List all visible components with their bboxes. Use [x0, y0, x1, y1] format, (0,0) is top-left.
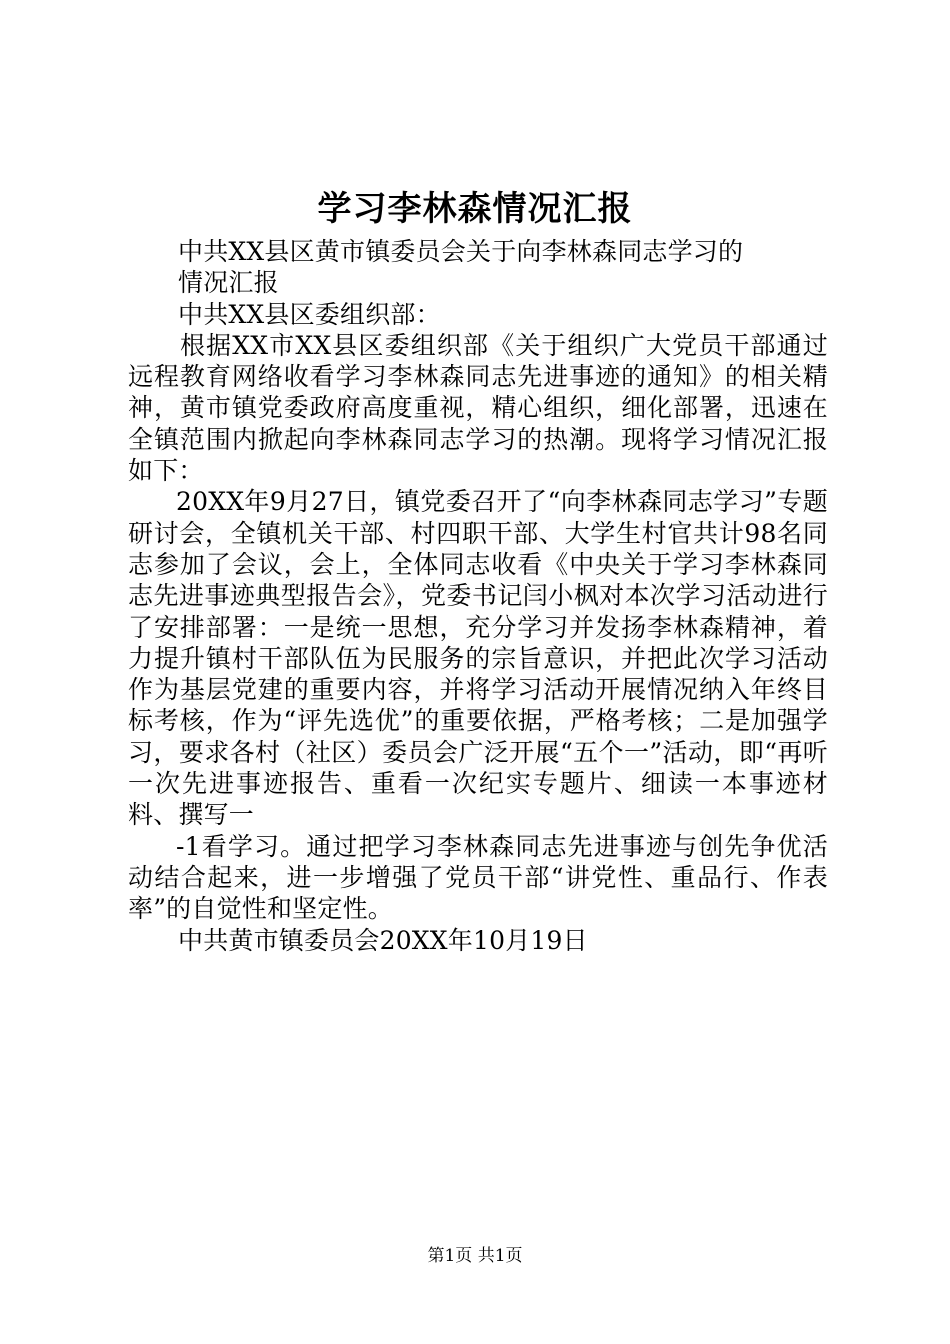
recipient-line: 中共XX县区委组织部： — [178, 299, 441, 329]
paragraph-2: 20XX年9月27日，镇党委召开了“向李林森同志学习”专题研讨会，全镇机关干部、村四职干部、大学生村官共计98名同志参加了会议，会上，全体同志收看《中央关于学习李林森同志先进事迹典型报告会》，党委书记闫小枫对本次学习活动进行了安排部署：一是统一思想，充分学习并发扬李林森精神，着力提升镇村干部队伍为民服务的宗旨意识，并把此次学习活动作为基层党建的重要内容，并将学习活动开展情况纳入年终目标考核，作为“评先选优”的重要依据，严格考核；二是加强学习，要求各村（社区）委员会广泛开展“五个一”活动，即“再听一次先进事迹报告、重看一次纪实专题片、细读一本事迹材料、撰写一 — [128, 487, 828, 830]
subheading-line-2: 情况汇报 — [178, 268, 279, 298]
paragraph-1: 根据XX市XX县区委组织部《关于组织广大党员干部通过远程教育网络收看学习李林森同志先进事迹的通知》的相关精神，黄市镇党委政府高度重视，精心组织，细化部署，迅速在全镇范围内掀起向李林森同志学习的热潮。现将学习情况汇报如下： — [128, 330, 828, 486]
subheading-line-1: 中共XX县区黄市镇委员会关于向李林森同志学习的 — [178, 237, 744, 266]
page-number-footer: 第1页 共1页 — [427, 1246, 523, 1266]
paragraph-3: -1看学习。通过把学习李林森同志先进事迹与创先争优活动结合起来，进一步增强了党员干部“讲党性、重品行、作表率”的自觉性和坚定性。 — [128, 831, 828, 924]
signature-line: 中共黄市镇委员会20XX年10月19日 — [178, 925, 588, 955]
document-title: 学习李林森情况汇报 — [317, 189, 633, 229]
document-body — [128, 236, 828, 956]
